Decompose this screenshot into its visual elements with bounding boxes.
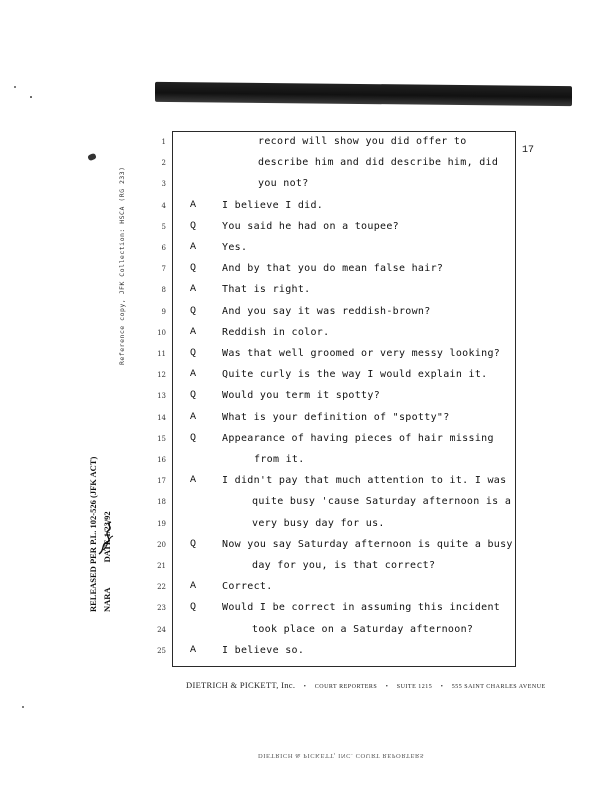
speck (30, 96, 32, 98)
speck (14, 86, 16, 88)
speaker-label: Q (190, 432, 197, 444)
speaker-label: A (190, 242, 197, 253)
signature-space (102, 565, 112, 586)
speaker-label: Q (190, 348, 197, 359)
line-number: 16 (157, 456, 166, 464)
reference-copy-stamp: Reference copy, JFK Collection: HSCA (RG 233) (118, 166, 126, 365)
speck (22, 706, 24, 708)
line-number: 13 (157, 392, 166, 401)
speaker-label: Q (190, 602, 197, 614)
line-number: 12 (157, 371, 166, 380)
speaker-label: A (190, 369, 197, 381)
speaker-label: A (190, 475, 197, 487)
line-number: 3 (161, 180, 166, 189)
speaker-label: A (190, 199, 197, 211)
transcript-line: I believe I did. (222, 199, 324, 211)
line-number: 9 (161, 307, 166, 316)
transcript-line: Correct. (222, 581, 273, 593)
footer-sep: • (301, 684, 309, 690)
speaker-label: Q (190, 263, 197, 275)
transcript-line: And by that you do mean false hair? (222, 263, 444, 275)
ink-mark (87, 153, 97, 161)
speaker-label: Q (190, 305, 197, 317)
line-number-column (136, 131, 166, 671)
line-number: 11 (157, 350, 166, 358)
line-number: 21 (157, 562, 166, 570)
line-number: 18 (157, 498, 166, 507)
line-number: 19 (157, 519, 166, 528)
transcript-line: That is right. (222, 284, 311, 296)
transcript-line: What is your definition of "spotty"? (222, 411, 450, 423)
line-number: 1 (161, 138, 166, 146)
line-number: 17 (157, 477, 166, 486)
date-label: DATE 1/23/92 (102, 511, 112, 563)
speaker-label: A (190, 644, 197, 656)
line-number: 8 (161, 286, 166, 295)
page-number: 17 (522, 145, 535, 156)
footer-suite: SUITE 1215 (396, 684, 433, 690)
transcript-line: from it. (254, 454, 305, 465)
line-number: 6 (161, 244, 166, 252)
redaction-bar (155, 82, 572, 106)
nara-label: NARA (102, 587, 112, 612)
line-number: 20 (157, 540, 166, 549)
transcript-line: you not? (258, 178, 309, 190)
line-number: 10 (157, 328, 166, 337)
footer-address: 555 SAINT CHARLES AVENUE (451, 684, 546, 690)
transcript-line: Yes. (222, 242, 248, 253)
transcript-line: very busy day for us. (252, 517, 385, 529)
transcript-line: quite busy 'cause Saturday afternoon is a (252, 496, 512, 508)
transcript-line: Was that well groomed or very messy looking? (222, 348, 501, 359)
footer-services: COURT REPORTERS (314, 684, 378, 690)
transcript-line: Now you say Saturday afternoon is quite a busy (222, 538, 513, 550)
speaker-label: Q (190, 390, 197, 402)
speaker-label: Q (190, 538, 197, 550)
transcript-line: record will show you did offer to (258, 136, 467, 147)
handwritten-signature (95, 520, 117, 558)
line-number: 5 (161, 222, 166, 231)
line-number: 7 (161, 265, 166, 274)
speaker-label: A (190, 284, 197, 296)
line-number: 23 (157, 604, 166, 613)
transcript-line: I believe so. (222, 644, 305, 656)
transcript-line: I didn't pay that much attention to it. I was (222, 475, 507, 487)
bleed-through-text: DIETRICH & PICKETT, INC. COURT REPORTERS (258, 752, 425, 759)
line-number: 14 (157, 413, 166, 422)
line-number: 15 (157, 434, 166, 443)
transcript-line: took place on a Saturday afternoon? (252, 623, 474, 635)
transcript-line: Appearance of having pieces of hair missing (222, 432, 494, 444)
transcript-line: Would I be correct in assuming this incident (222, 602, 501, 614)
speaker-label: A (190, 411, 197, 423)
transcript-line: Quite curly is the way I would explain it. (222, 369, 488, 381)
speaker-label: A (190, 326, 197, 338)
transcript-line: And you say it was reddish-brown? (222, 305, 431, 317)
line-number: 25 (157, 646, 166, 655)
reporter-footer (186, 680, 546, 690)
transcript-line: day for you, is that correct? (252, 560, 436, 571)
footer-sep: • (438, 684, 446, 690)
company-name: DIETRICH & PICKETT, Inc. (186, 680, 296, 690)
footer-sep: • (383, 684, 391, 690)
release-text: RELEASED PER P.L. 102-526 (JFK ACT) (88, 456, 98, 612)
transcript-line: You said he had on a toupee? (222, 220, 399, 232)
transcript-line: describe him and did describe him, did (258, 157, 499, 169)
line-number: 24 (157, 625, 166, 634)
transcript-line: Would you term it spotty? (222, 390, 381, 402)
transcript-line: Reddish in color. (222, 326, 330, 338)
line-number: 2 (161, 159, 166, 168)
line-number: 22 (157, 583, 166, 592)
line-number: 4 (161, 201, 166, 210)
speaker-label: Q (190, 220, 197, 232)
speaker-label: A (190, 581, 197, 593)
